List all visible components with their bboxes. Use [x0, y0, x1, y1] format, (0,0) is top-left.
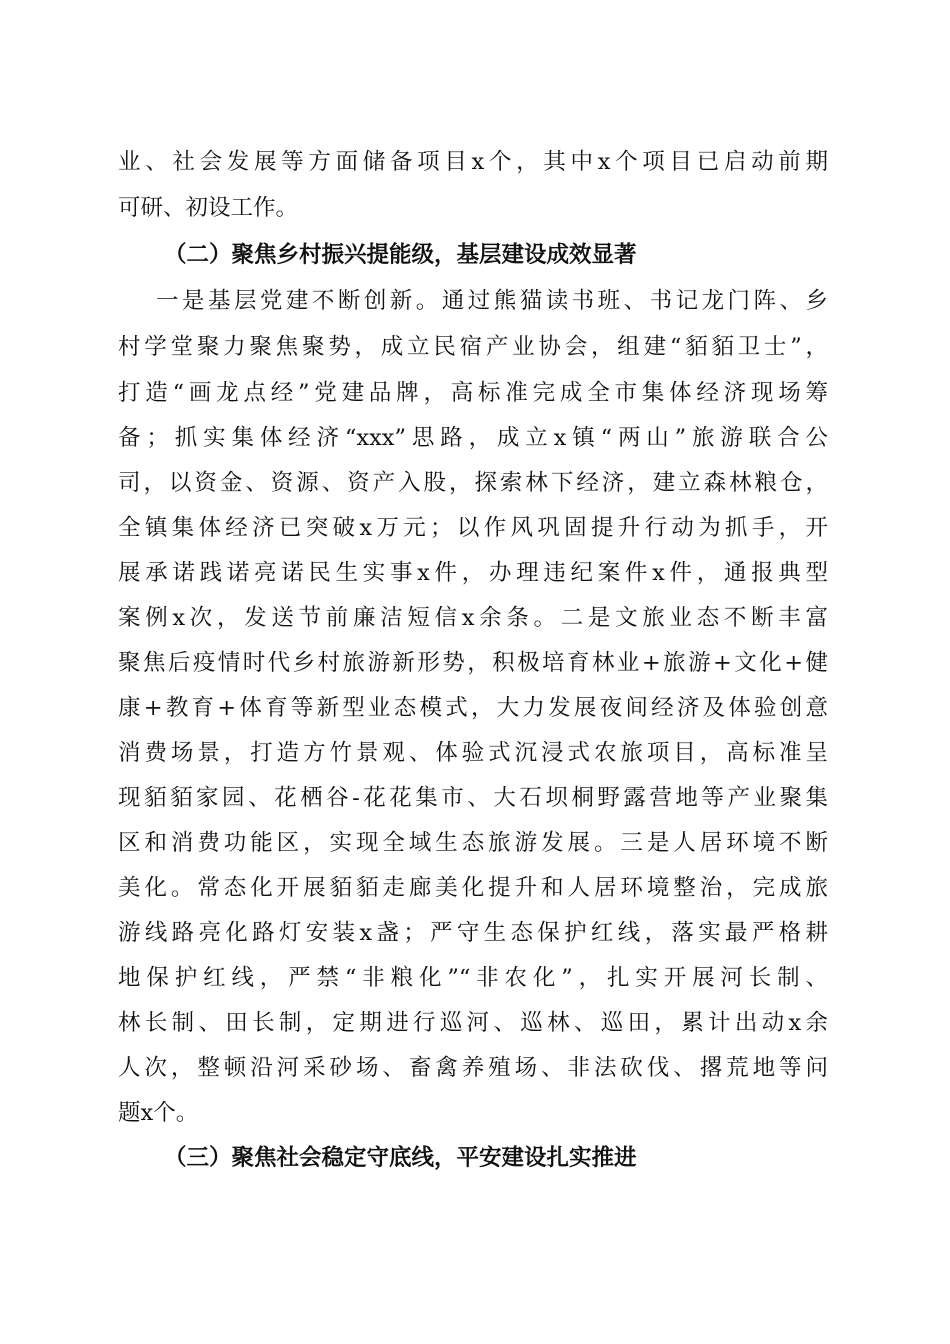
- body-line: 题x个。: [118, 1100, 199, 1126]
- body-line: 游线路亮化路灯安装x盏；严守生态保护红线，落实最严格耕: [118, 920, 828, 946]
- body-line: 美化。常态化开展貊貊走廊美化提升和人居环境整治，完成旅: [118, 875, 828, 901]
- body-line: 全镇集体经济已突破x万元；以作风巩固提升行动为抓手，开: [118, 515, 828, 541]
- body-line: 区和消费功能区，实现全域生态旅游发展。三是人居环境不断: [118, 830, 828, 856]
- section-heading: （三）聚焦社会稳定守底线，平安建设扎实推进: [164, 1145, 637, 1171]
- body-line: 现貊貊家园、花栖谷-花花集市、大石坝桐野露营地等产业聚集: [118, 785, 828, 811]
- body-line: 康+教育+体育等新型业态模式，大力发展夜间经济及体验创意: [118, 695, 828, 721]
- body-line: 业、社会发展等方面储备项目x个，其中x个项目已启动前期: [118, 149, 828, 175]
- body-line: 备；抓实集体经济“xxx”思路，成立x镇“两山”旅游联合公: [118, 425, 828, 451]
- body-line: 展承诺践诺亮诺民生实事x件，办理违纪案件x件，通报典型: [118, 560, 828, 586]
- body-line: 地保护红线，严禁“非粮化”“非农化”，扎实开展河长制、: [118, 965, 828, 991]
- body-line: 打造“画龙点经”党建品牌，高标准完成全市集体经济现场筹: [118, 380, 828, 406]
- body-line: 一是基层党建不断创新。通过熊猫读书班、书记龙门阵、乡: [156, 288, 828, 314]
- body-line: 消费场景，打造方竹景观、体验式沉浸式农旅项目，高标准呈: [118, 740, 828, 766]
- body-line: 可研、初设工作。: [118, 195, 299, 221]
- body-line: 司，以资金、资源、资产入股，探索林下经济，建立森林粮仓，: [118, 470, 828, 496]
- body-line: 人次，整顿沿河采砂场、畜禽养殖场、非法砍伐、撂荒地等问: [118, 1055, 828, 1081]
- body-line: 村学堂聚力聚焦聚势，成立民宿产业协会，组建“貊貊卫士”，: [118, 334, 828, 360]
- section-heading: （二）聚焦乡村振兴提能级，基层建设成效显著: [164, 242, 637, 268]
- body-line: 林长制、田长制，定期进行巡河、巡林、巡田，累计出动x余: [118, 1010, 828, 1036]
- body-line: 聚焦后疫情时代乡村旅游新形势，积极培育林业+旅游+文化+健: [118, 650, 828, 676]
- body-line: 案例x次，发送节前廉洁短信x余条。二是文旅业态不断丰富: [118, 605, 828, 631]
